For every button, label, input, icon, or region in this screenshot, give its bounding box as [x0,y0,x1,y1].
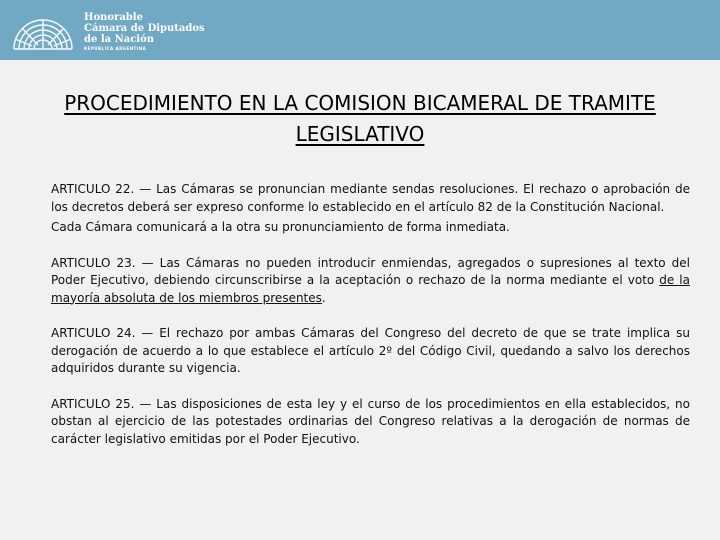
logo-line-4: REPÚBLICA ARGENTINA [84,46,147,51]
page-title: PROCEDIMIENTO EN LA COMISION BICAMERAL DE TRAMITE LEGISLATIVO [64,91,656,146]
article-25: ARTICULO 25. — Las disposiciones de esta ley y el curso de los procedimientos en ella establecidos, no obstan al ejercicio de las potestades ordinarias del Congreso relativas a la derogación de normas de carácter legislativo emitidas por el Poder Ejecutivo. [51,396,690,446]
article-23-underlined: de la mayoría absoluta de los miembros presentes [51,273,690,305]
logo-line-3: de la Nación [84,34,155,45]
article-23 [51,255,690,308]
logo-line-1: Honorable [84,12,143,23]
article-23-text: ARTICULO 23. — Las Cámaras no pueden introducir enmiendas, agregados o supresiones al texto del Poder Ejecutivo, debiendo circunscribirse a la aceptación o rechazo de la norma mediante el voto [51,255,690,287]
document-body [51,181,690,448]
article-22: ARTICULO 22. — Las Cámaras se pronuncian mediante sendas resoluciones. El rechazo o aprobación de los decretos deberá ser expreso conforme lo establecido en el artículo 82 de la Constitución Nacional. [51,182,690,214]
congress-dome-icon [10,7,76,53]
article-24: ARTICULO 24. — El rechazo por ambas Cámaras del Congreso del decreto de que se trate implica su derogación de acuerdo a lo que establece el artículo 2º del Código Civil, quedando a salvo los derechos adquiridos durante su vigencia. [51,326,690,375]
header-bar [0,0,720,60]
institution-logo-text [84,12,205,52]
logo-line-2: Cámara de Diputados [84,23,205,34]
article-23-end: . [321,290,326,305]
article-22-continuation: Cada Cámara comunicará a la otra su pronunciamiento de forma inmediata. [51,220,510,234]
